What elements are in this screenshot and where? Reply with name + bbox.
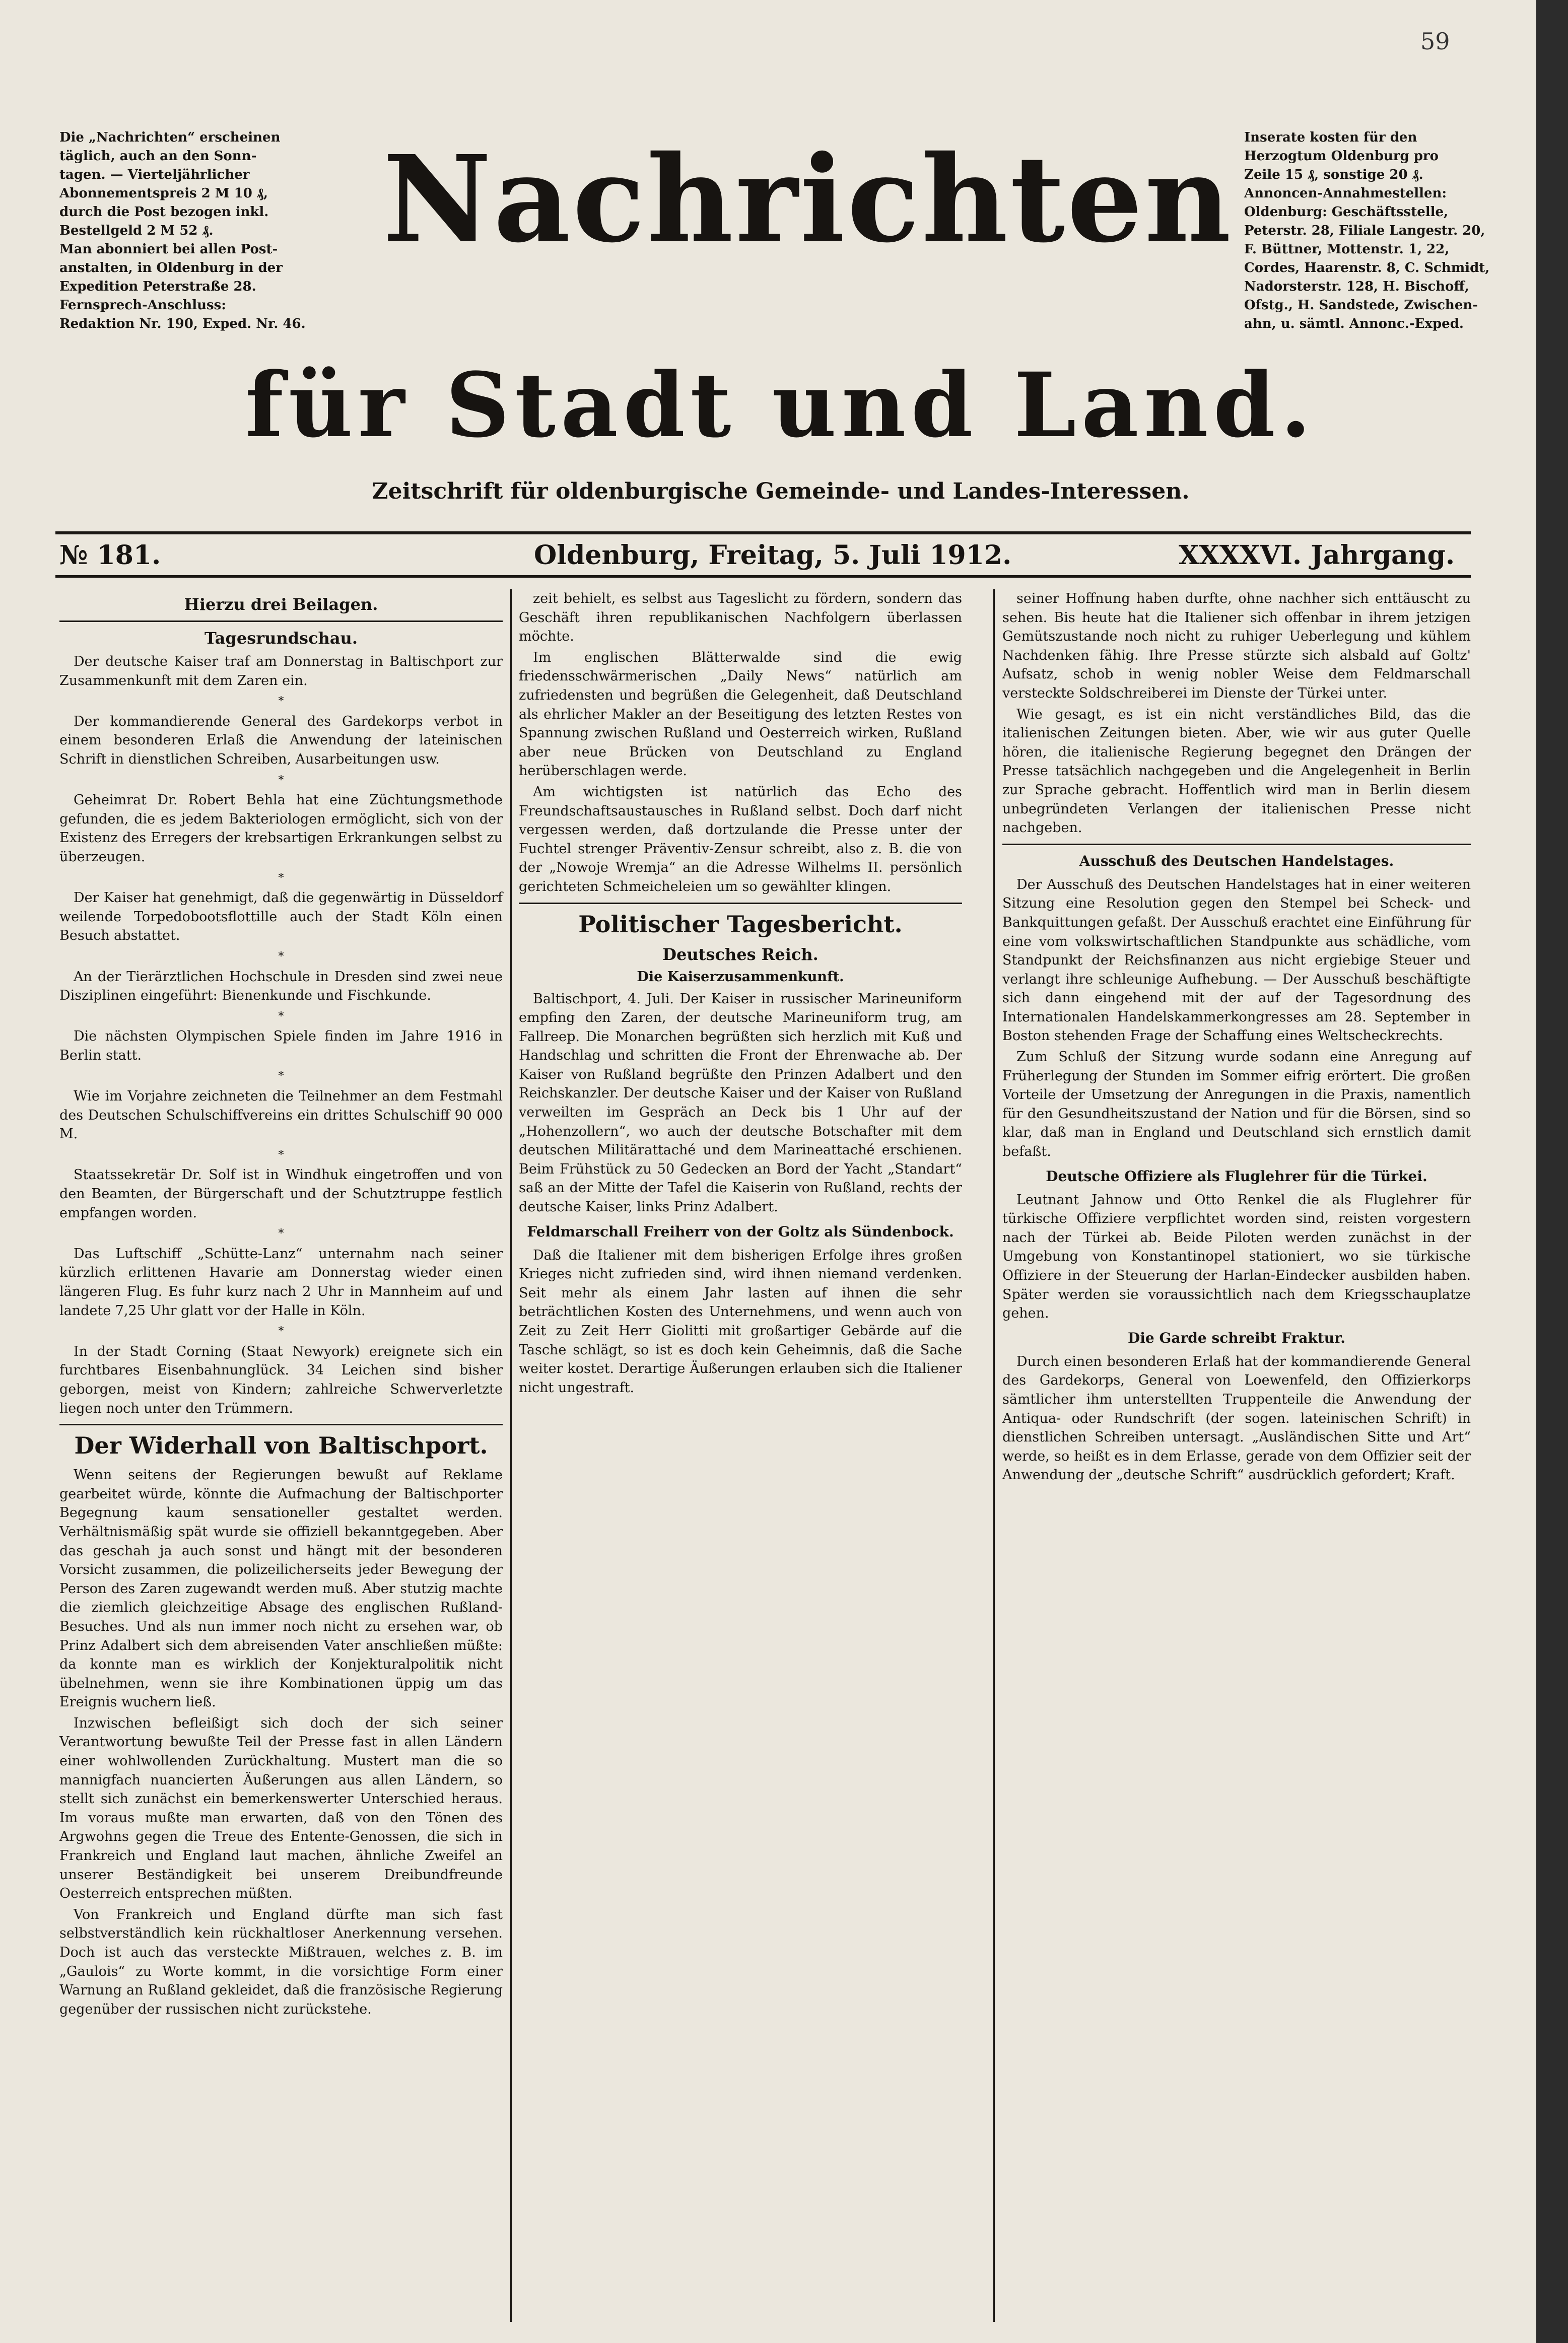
article-paragraph: zeit behielt, es selbst aus Tageslicht zu fördern, sondern das Geschäft ihren republikanischen Nachfolgern überlassen möchte. bbox=[519, 591, 962, 645]
subsection-heading: Die Kaiserzusammenkunft. bbox=[637, 969, 844, 985]
advertising-line: ahn, u. sämtl. Annonc.-Exped. bbox=[1244, 316, 1464, 331]
top-rule bbox=[55, 531, 1471, 534]
news-item: Der Kaiser hat genehmigt, daß die gegenwärtig in Düsseldorf weilende Torpedobootsflottille auch der Stadt Köln einen Besuch abstattet. bbox=[59, 890, 503, 944]
subscription-line: Bestellgeld 2 M 52 ₰. bbox=[59, 223, 214, 238]
subscription-line: Redaktion Nr. 190, Exped. Nr. 46. bbox=[59, 316, 306, 331]
article-paragraph: Wie gesagt, es ist ein nicht verständliches Bild, das die italienischen Zeitungen bieten. Aber, wie wir aus guter Quelle hören, die italienische Regierung begegnet den Drängen der Presse tatsächlich nachgegeben und die Angelegenheit in Berlin zur Sprache gebracht. Hoffentlich wird man in Berlin diesem unbegründeten Verlangen der italienischen Presse nicht nachgeben. bbox=[1002, 706, 1471, 836]
star-separator: * bbox=[278, 1148, 284, 1161]
star-separator: * bbox=[278, 1227, 284, 1241]
advertising-info-box bbox=[1244, 128, 1490, 333]
article-paragraph: Im englischen Blätterwalde sind die ewig friedensschwärmerischen „Daily News“ natürlich am zufriedensten und begrüßen die Gelegenheit, daß Deutschland als ehrlicher Makler an der Beseitigung des letzten Restes von Spannung zwischen Rußland und Oesterreich wirken, Rußland aber neue Brücken von Deutschland zu England herüberschlagen werde. bbox=[519, 649, 962, 779]
news-item: Geheimrat Dr. Robert Behla hat eine Züchtungsmethode gefunden, die es jedem Bakteriologen ermöglicht, sich von der Existenz des Erregers der krebsartigen Erkrankungen selbst zu überzeugen. bbox=[59, 792, 503, 865]
article-paragraph: Wenn seitens der Regierungen bewußt auf Reklame gearbeitet würde, könnte die Aufmachung der Baltischporter Begegnung kaum sensationeller gestaltet werden. Verhältnismäßig spät wurde sie offiziell bekanntgegeben. Aber das geschah ja auch sonst und hängt mit der besonderen Vorsicht zusammen, die polizeilicherseits jeder Bewegung der Person des Zaren zugewandt werden muß. Aber stutzig machte die ziemlich gleichzeitige Absage des englischen Rußland-Besuches. Und als nun immer noch nicht zu ersehen war, ob Prinz Adalbert sich dem abreisenden Vater anschließen müßte: da konnte man es wirklich der Konjekturalpolitik nicht übelnehmen, wenn sie ihre Kombinationen üppig um das Ereignis wuchern ließ. bbox=[59, 1467, 503, 1710]
article-paragraph: Leutnant Jahnow und Otto Renkel die als Fluglehrer für türkische Offiziere verpflichtet worden sind, reisten vorgestern nach der Türkei ab. Beide Piloten werden zunächst in der Umgebung von Konstantinopel stationiert, wo sie türkische Offiziere in der Steuerung der Harlan-Eindecker ausbilden haben. Später werden sie voraussichtlich nach dem Kriegsschauplatze gehen. bbox=[1002, 1192, 1471, 1322]
advertising-line: Zeile 15 ₰, sonstige 20 ₰. bbox=[1244, 167, 1423, 182]
column-divider bbox=[993, 589, 995, 2322]
article-paragraph: Durch einen besonderen Erlaß hat der kommandierende General des Gardekorps, General von Loewenfeld, den Offizierkorps sämtlicher ihm unterstellten Truppenteile die Anwendung der Antiqua- oder Rundschrift (der sogen. lateinischen Schrift) in dienstlichen Schreiben untersagt. „Ausländischen Sitte und Art“ werde, so heißt es in dem Erlasse, gerade von dem Offizier seit der Anwendung der „deutsche Schrift“ ausdrücklich gefordert; Kraft. bbox=[1002, 1353, 1471, 1483]
supplement-notice: Hierzu drei Beilagen. bbox=[184, 595, 378, 614]
article-paragraph: Am wichtigsten ist natürlich das Echo des Freundschaftsaustausches in Rußland selbst. Doch darf nicht vergessen werden, daß dortzulande die Presse unter der Fuchtel strenger Präventiv-Zensur schreibt, also z. B. die von der „Nowoje Wremja“ an die Adresse Wilhelms II. persönlich gerichteten Schmeicheleien um so gewählter klingen. bbox=[519, 784, 962, 894]
column-2 bbox=[519, 589, 962, 2322]
article-paragraph: Der Ausschuß des Deutschen Handelstages hat in einer weiteren Sitzung eine Resolution gegen den Stempel bei Scheck- und Bankquittungen gefaßt. Der Ausschuß erachtet eine Einführung für eine vom volkswirtschaftlichen Standpunkte aus schädliche, vom Standpunkt der Reichsfinanzen aus nicht ergiebige Steuer und verlangt ihre schleunige Aufhebung. — Der Ausschuß beschäftigte sich dann eingehend mit der auf der Tagesordnung des Internationalen Handelskammerkongresses am 28. September in Boston stehenden Frage der Schaffung eines Weltscheckrechts. bbox=[1002, 876, 1471, 1044]
subscription-line: Expedition Peterstraße 28. bbox=[59, 279, 256, 294]
subsection-heading: Deutsches Reich. bbox=[662, 944, 819, 964]
section-rule bbox=[519, 903, 962, 904]
masthead-subtitle: für Stadt und Land. bbox=[245, 353, 1317, 457]
star-separator: * bbox=[278, 1010, 284, 1023]
subsection-heading: Deutsche Offiziere als Fluglehrer für die Türkei. bbox=[1046, 1167, 1427, 1185]
section-rule bbox=[59, 621, 503, 622]
subscription-line: durch die Post bezogen inkl. bbox=[59, 204, 269, 220]
advertising-line: Annoncen-Annahmestellen: bbox=[1244, 186, 1447, 201]
advertising-line: Cordes, Haarenstr. 8, C. Schmidt, bbox=[1244, 260, 1490, 275]
news-item: Wie im Vorjahre zeichneten die Teilnehmer an dem Festmahl des Deutschen Schulschiffvereins ein drittes Schulschiff 90 000 M. bbox=[59, 1088, 503, 1142]
subscription-line: tagen. — Vierteljährlicher bbox=[59, 167, 250, 182]
subscription-line: anstalten, in Oldenburg in der bbox=[59, 260, 283, 275]
dateline-rule bbox=[55, 575, 1471, 578]
star-separator: * bbox=[278, 1325, 284, 1338]
news-item: Der deutsche Kaiser traf am Donnerstag in Baltischport zur Zusammenkunft mit dem Zaren ein. bbox=[59, 654, 503, 688]
news-item: In der Stadt Corning (Staat Newyork) ereignete sich ein furchtbares Eisenbahnunglück. 34 Leichen sind bisher geborgen, meist von Kindern; zahlreiche Schwerverletzte liegen noch unter den Trümmern. bbox=[59, 1343, 503, 1416]
section-heading-political-report: Politischer Tagesbericht. bbox=[578, 910, 903, 938]
subscription-line: Abonnementspreis 2 M 10 ₰, bbox=[59, 186, 268, 201]
subsection-heading: Feldmarschall Freiherr von der Goltz als Sündenbock. bbox=[527, 1223, 954, 1240]
article-paragraph: seiner Hoffnung haben durfte, ohne nachher sich enttäuscht zu sehen. Bis heute hat die Italiener sich offenbar in ihrem jetzigen Gemütszustande noch nicht zu ruhiger Ueberlegung und kühlem Nachdenken fähig. Ihre Presse stürzte sich alsbald auf Goltz' Aufsatz, schob in wenig nobler Weise dem Feldmarschall versteckte Soldschreiberei im Dienste der Türkei unter. bbox=[1002, 591, 1471, 701]
column-1 bbox=[59, 589, 503, 2322]
advertising-line: Nadorsterstr. 128, H. Bischoff, bbox=[1244, 279, 1469, 294]
advertising-line: Herzogtum Oldenburg pro bbox=[1244, 149, 1439, 164]
star-separator: * bbox=[278, 774, 284, 787]
subscription-line: Fernsprech-Anschluss: bbox=[59, 298, 226, 313]
advertising-line: Peterstr. 28, Filiale Langestr. 20, bbox=[1244, 223, 1485, 238]
article-paragraph: Zum Schluß der Sitzung wurde sodann eine Anregung auf Früherlegung der Stunden im Sommer eifrig erörtert. Die großen Vorteile der Umsetzung der Anregungen in die Praxis, namentlich für den Gesundheitszustand der Nation und für die Börsen, sind so klar, daß man in England und Deutschland sich ernstlich damit befaßt. bbox=[1002, 1049, 1471, 1160]
advertising-line: Ofstg., H. Sandstede, Zwischen- bbox=[1244, 298, 1478, 313]
scan-edge bbox=[1536, 0, 1568, 2343]
subscription-line: täglich, auch an den Sonn- bbox=[59, 149, 257, 164]
issue-number: № 181. bbox=[59, 540, 161, 571]
advertising-line: F. Büttner, Mottenstr. 1, 22, bbox=[1244, 242, 1450, 257]
section-rule bbox=[1002, 844, 1471, 845]
news-item: Staatssekretär Dr. Solf ist in Windhuk eingetroffen und von den Beamten, der Bürgerschaft und der Schutztruppe festlich empfangen worden. bbox=[59, 1167, 503, 1221]
page-number: 59 bbox=[1420, 28, 1450, 55]
masthead-title: Nachrichten bbox=[383, 129, 1233, 269]
article-headline: Der Widerhall von Baltischport. bbox=[74, 1432, 488, 1460]
subscription-line: Die „Nachrichten“ erscheinen bbox=[59, 130, 281, 145]
report-paragraph: Baltischport, 4. Juli. Der Kaiser in russischer Marineuniform empfing den Zaren, der deutsche Marineuniform trug, am Fallreep. Die Monarchen begrüßten sich herzlich mit Kuß und Handschlag und schritten die Front der Ehrenwache ab. Der Kaiser von Rußland begrüßte den Prinzen Adalbert und den Reichskanzler. Der deutsche Kaiser und der Kaiser von Rußland verweilten im Gespräch an Deck bis 1 Uhr auf der „Hohenzollern“, wo auch der deutsche Botschafter mit dem deutschen Militärattaché und dem Marineattaché erschienen. Beim Frühstück zu 50 Gedecken an Bord der Yacht „Standart“ saß an der Mitte der Tafel die Kaiserin von Rußland, rechts der deutsche Kaiser, links Prinz Adalbert. bbox=[519, 991, 962, 1215]
news-item: Der kommandierende General des Gardekorps verbot in einem besonderen Erlaß die Anwendung der lateinischen Schrift in dienstlichen Schreiben, Ausarbeitungen usw. bbox=[59, 713, 503, 767]
news-item: An der Tierärztlichen Hochschule in Dresden sind zwei neue Disziplinen eingeführt: Bienenkunde und Fischkunde. bbox=[59, 969, 503, 1004]
advertising-line: Oldenburg: Geschäftsstelle, bbox=[1244, 204, 1449, 220]
masthead-tagline: Zeitschrift für oldenburgische Gemeinde- und Landes-Interessen. bbox=[372, 478, 1190, 504]
section-rule bbox=[59, 1424, 503, 1425]
issue-date: Oldenburg, Freitag, 5. Juli 1912. bbox=[534, 540, 1012, 571]
article-paragraph: Inzwischen befleißigt sich doch der sich seiner Verantwortung bewußte Teil der Presse fast in allen Ländern einer wohlwollenden Zurückhaltung. Mustert man die so mannigfach nuancierten Äußerungen aus allen Ländern, so stellt sich zunächst ein bemerkenswerter Unterschied heraus. Im voraus mußte man erwarten, daß von den Tönen des Argwohns gegen die Treue des Entente-Genossen, die sich in Frankreich und England laut machen, ähnliche Zweifel an unserer Beständigkeit bei unserem Dreibundfreunde Oesterreich entsprechen müßten. bbox=[59, 1715, 503, 1902]
subsection-heading: Die Garde schreibt Fraktur. bbox=[1128, 1329, 1345, 1346]
star-separator: * bbox=[278, 1070, 284, 1083]
subscription-line: Man abonniert bei allen Post- bbox=[59, 242, 278, 257]
star-separator: * bbox=[278, 950, 284, 963]
star-separator: * bbox=[278, 695, 284, 708]
news-item: Das Luftschiff „Schütte-Lanz“ unternahm nach seiner kürzlich erlittenen Havarie am Donnerstag wieder einen längeren Flug. Es fuhr kurz nach 2 Uhr in Mannheim auf und landete 7,25 Uhr glatt vor der Halle in Köln. bbox=[59, 1246, 503, 1319]
article-paragraph: Von Frankreich und England dürfte man sich fast selbstverständlich kein rückhaltloser Anerkennung versehen. Doch ist auch das versteckte Mißtrauen, welches z. B. im „Gaulois“ zu Worte kommt, in die vorsichtige Form einer Warnung an Rußland gekleidet, daß die französische Regierung gegenüber der russischen nicht zurückstehe. bbox=[59, 1906, 503, 2017]
subscription-info-box bbox=[59, 128, 306, 333]
star-separator: * bbox=[278, 871, 284, 884]
article-paragraph: Daß die Italiener mit dem bisherigen Erfolge ihres großen Krieges nicht zufrieden sind, wird ihnen niemand verdenken. Seit mehr als einem Jahr lasten auf ihnen die sehr beträchtlichen Kosten des Unternehmens, und wenn auch von Zeit zu Zeit Herr Giolitti mit großartiger Gebärde auf die Tasche schlägt, so ist es doch kein Geheimnis, daß die Sache weiter kostet. Derartige Äußerungen erlauben sich die Italiener nicht ungestraft. bbox=[519, 1247, 962, 1396]
column-divider bbox=[510, 589, 512, 2322]
volume-number: XXXXVI. Jahrgang. bbox=[1179, 540, 1455, 571]
subsection-heading: Ausschuß des Deutschen Handelstages. bbox=[1079, 852, 1394, 869]
section-heading-tagesrundschau: Tagesrundschau. bbox=[204, 629, 358, 648]
news-item: Die nächsten Olympischen Spiele finden im Jahre 1916 in Berlin statt. bbox=[59, 1028, 503, 1063]
advertising-line: Inserate kosten für den bbox=[1244, 130, 1417, 145]
column-3 bbox=[1002, 589, 1471, 2322]
